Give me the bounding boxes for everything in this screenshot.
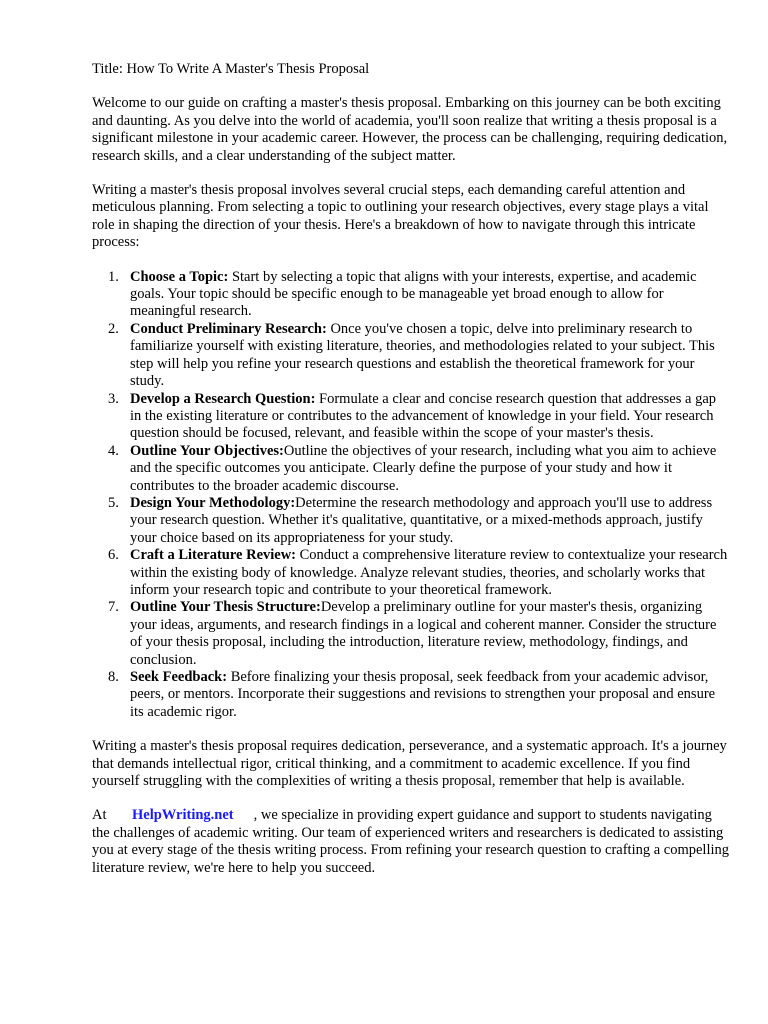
step-heading: Outline Your Thesis Structure: [130,599,321,616]
step-number: 5. [108,494,119,511]
closing-paragraph: Writing a master's thesis proposal requires dedication, perseverance, and a systematic approach. It's a journey that demands intellectual rigor, critical thinking, and a commitment to academic excellence. If you find yourself struggling with the complexities of writing a thesis proposal, remember that help is available. [92,738,727,790]
list-item [92,669,730,721]
list-item [92,495,730,547]
step-heading: Conduct Preliminary Research: [130,320,327,337]
steps-list [92,269,730,722]
step-heading: Design Your Methodology: [130,494,296,511]
step-text: Formulate a clear and concise research question that addresses a gap in the existing literature or contributes to the advancement of knowledge in your field. Your research question should be focused, relevant, and feasible within the scope of your master's thesis. [130,390,717,442]
promo-prefix: At [92,807,107,824]
list-item [92,269,730,321]
step-heading: Craft a Literature Review: [130,547,297,564]
step-number: 7. [108,599,119,616]
step-heading: Develop a Research Question: [130,390,316,407]
promo-text: , we specialize in providing expert guidance and support to students navigating the challenges of academic writing. Our team of experienced writers and researchers is dedicated to assisting you at every stage of the thesis writing process. From refining your research question to crafting a compelling literature review, we're here to help you succeed. [92,807,730,876]
intro-paragraph-1: Welcome to our guide on crafting a master's thesis proposal. Embarking on this journey can be both exciting and daunting. As you delve into the world of academia, you'll soon realize that writing a thesis proposal is a significant milestone in your academic career. However, the process can be challenging, requiring dedication, research skills, and a clear understanding of the subject matter. [92,95,728,164]
step-text: Once you've chosen a topic, delve into preliminary research to familiarize yourself with existing literature, theories, and methodologies related to your subject. This step will help you refine your research questions and establish the theoretical framework for your study. [130,320,715,390]
list-item [92,599,730,669]
intro-paragraph-2: Writing a master's thesis proposal involves several crucial steps, each demanding careful attention and meticulous planning. From selecting a topic to outlining your research objectives, every stage plays a vital role in shaping the direction of your thesis. Here's a breakdown of how to navigate through this intricate process: [92,182,709,251]
step-number: 6. [108,547,119,564]
step-text: Before finalizing your thesis proposal, seek feedback from your academic advisor, peers, or mentors. Incorporate their suggestions and revisions to strengthen your proposal and ensure its academic rigor. [130,669,716,720]
step-text: Conduct a comprehensive literature review to contextualize your research within the existing body of knowledge. Analyze relevant studies, theories, and scholarly works that inform your research topic and contribute to your theoretical framework. [130,547,728,598]
step-number: 8. [108,669,119,685]
list-item [92,391,730,443]
step-number: 1. [108,268,119,285]
step-number: 2. [108,320,119,337]
helpwriting-link[interactable]: HelpWriting.net [132,807,234,824]
document-page [92,61,730,894]
step-heading: Outline Your Objectives: [130,442,284,459]
list-item [92,321,730,391]
step-number: 3. [108,390,119,407]
list-item [92,547,730,599]
document-title: Title: How To Write A Master's Thesis Proposal [92,61,370,77]
step-number: 4. [108,442,119,459]
step-heading: Seek Feedback: [130,669,228,685]
list-item [92,443,730,495]
step-heading: Choose a Topic: [130,268,229,285]
promo-paragraph [92,807,730,877]
step-text: Outline the objectives of your research, including what you aim to achieve and the specific outcomes you anticipate. Clearly define the purpose of your study and how it contributes to the broader academic discourse. [130,442,717,494]
step-text: Develop a preliminary outline for your master's thesis, organizing your ideas, arguments, and research findings in a logical and coherent manner. Consider the structure of your thesis proposal, including the introduction, literature review, methodology, findings, and conclusion. [130,599,717,668]
step-text: Determine the research methodology and approach you'll use to address your research question. Whether it's qualitative, quantitative, or a mixed-methods approach, justify your choice based on its appropriateness for your study. [130,494,713,546]
step-text: Start by selecting a topic that aligns with your interests, expertise, and academic goals. Your topic should be specific enough to be manageable yet broad enough to allow for meaningful research. [130,268,697,320]
